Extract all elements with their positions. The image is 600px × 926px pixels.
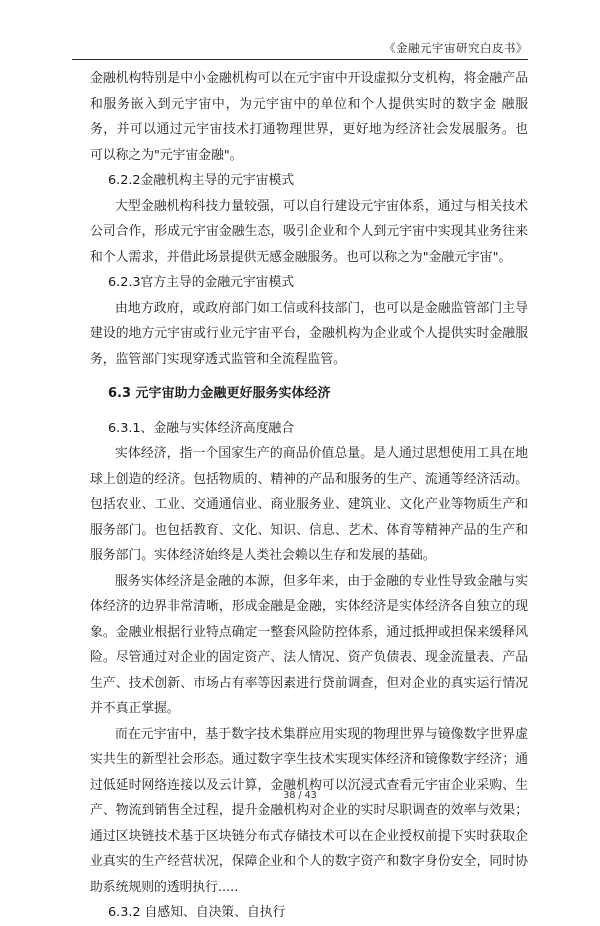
section-heading-6-3: 6.3 元宇宙助力金融更好服务实体经济 — [108, 386, 331, 401]
heading-6-3-2: 6.3.2 自感知、自决策、自执行 — [108, 905, 286, 920]
document-header-title: 《金融元宇宙研究白皮书》 — [384, 41, 528, 55]
paragraph-real-economy: 实体经济，指一个国家生产的商品价值总量。是人通过思想使用工具在地球上创造的经济。包括物质的、精神的产品和服务的生产、流通等经济活动。包括农业、工业、交通通信业、商业服务业、建筑业、文化产业等物质生产和服务部门。也包括教育、文化、知识、信息、艺术、体育等精神产品的生产和服务部门。实体经济始终是人类社会赖以生存和发展的基础。 — [90, 446, 528, 563]
header-divider — [72, 59, 528, 60]
heading-6-3-1: 6.3.1、金融与实体经济高度融合 — [108, 420, 295, 436]
paragraph-financial-metaverse: 大型金融机构科技力量较强，可以自行建设元宇宙体系，通过与相关技术公司合作，形成元宇宙金融生态，吸引企业和个人到元宇宙中实现其业务往来和个人需求，并借此场景提供无感金融服务。也可以称之为"金融元宇宙"。 — [90, 198, 528, 265]
paragraph-metaverse-digital-twin: 而在元宇宙中，基于数字技术集群应用实现的物理世界与镜像数字世界虚实共生的新型社会形态。通过数字孪生技术实现实体经济和镜像数字经济；通过低延时网络连接以及云计算，金融机构可以沉浸式查看元宇宙企业采购、生产、物流到销售全过程，提升金融机构对企业的实时尽职调查的效率与效果；通过区块链技术基于区块链分布式存储技术可以在企业授权前提下实时获取企业真实的生产经营状况，保障企业和个人的数字资产和数字身份安全，同时协助系统规则的透明执行..... — [90, 726, 528, 895]
paragraph-official-metaverse: 由地方政府，或政府部门如工信或科技部门，也可以是金融监管部门主导建设的地方元宇宙或行业元宇宙平台，金融机构为企业或个人提供实时金融服务，监管部门实现穿透式监管和全流程监管。 — [90, 300, 528, 367]
heading-6-2-2: 6.2.2金融机构主导的元宇宙模式 — [108, 173, 295, 188]
paragraph-serve-real-economy: 服务实体经济是金融的本源，但多年来，由于金融的专业性导致金融与实体经济的边界非常清晰，形成金融是金融，实体经济是实体经济各自独立的现象。金融业根据行业特点确定一整套风险防控体系，通过抵押或担保来缓释风险。尽管通过对企业的固定资产、法人情况、资产负债表、现金流量表、产品生产、技术创新、市场占有率等因素进行贷前调查，但对企业的真实运行情况并不真正掌握。 — [90, 573, 528, 716]
page-number: 38 / 43 — [283, 790, 317, 801]
paragraph-metaverse-finance: 金融机构特别是中小金融机构可以在元宇宙中开设虚拟分支机构，将金融产品和服务嵌入到元宇宙中，为元宇宙中的单位和个人提供实时的数字金 融服务，并可以通过元宇宙技术打通物理世界，更好地为经济社会发展服务。也 可以称之为"元宇宙金融"。 — [90, 71, 528, 163]
heading-6-2-3: 6.2.3官方主导的金融元宇宙模式 — [108, 275, 295, 290]
